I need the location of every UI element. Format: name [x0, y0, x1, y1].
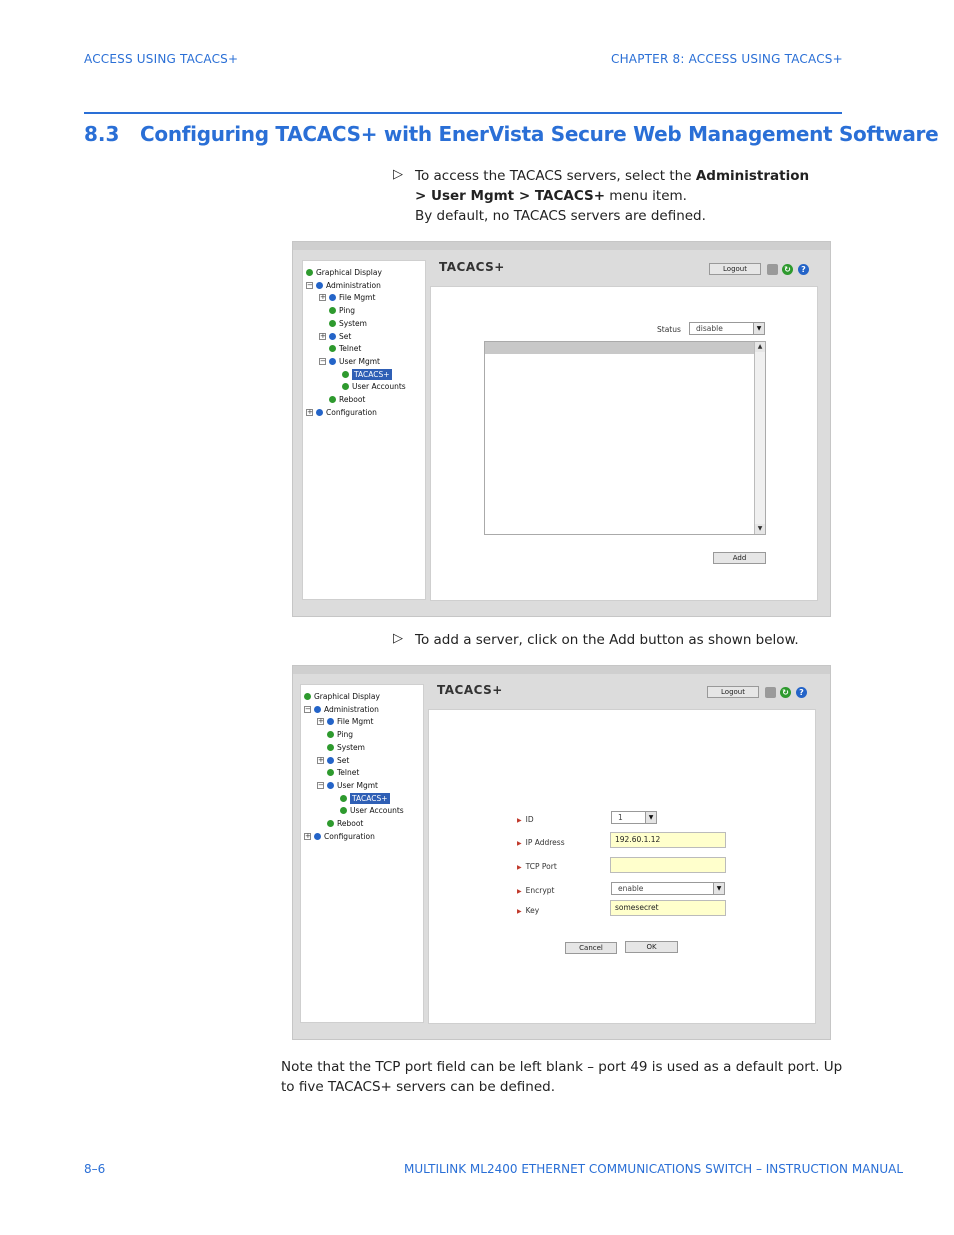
step1-text: [415, 166, 825, 226]
tree-item-label: Reboot: [339, 395, 366, 404]
tree-item-ping[interactable]: [317, 729, 353, 740]
step1-default-note: By default, no TACACS servers are defined.: [415, 208, 706, 224]
folder-icon: [316, 409, 323, 416]
tree-item-user-mgmt[interactable]: [319, 356, 380, 367]
tree-item-label: Graphical Display: [316, 268, 382, 277]
cancel-button[interactable]: Cancel: [565, 942, 617, 954]
save-icon[interactable]: [767, 264, 778, 275]
status-label: Status: [657, 325, 681, 334]
key-input[interactable]: somesecret: [610, 900, 726, 916]
screenshot-tacacs-list: [292, 241, 831, 617]
tree-item-system[interactable]: [317, 742, 365, 753]
tcp-port-label: [517, 862, 557, 871]
status-select-value: disable: [696, 324, 723, 333]
tree-item-label: Administration: [326, 280, 381, 290]
tree-item-label: File Mgmt: [339, 293, 376, 303]
step1-text-a: To access the TACACS servers, select the: [415, 168, 696, 184]
folder-icon: [327, 718, 334, 725]
screenshot-tacacs-add: [292, 665, 831, 1040]
section-number: 8.3: [84, 122, 120, 146]
running-header-right: CHAPTER 8: ACCESS USING TACACS+: [611, 52, 843, 66]
step-bullet-icon: ▷: [393, 631, 403, 646]
id-label: [517, 815, 534, 824]
encrypt-select[interactable]: [611, 882, 725, 895]
page-icon: [306, 269, 313, 276]
folder-icon: [314, 706, 321, 713]
page-icon: [329, 396, 336, 403]
ip-address-input[interactable]: 192.60.1.12: [610, 832, 726, 848]
collapse-icon[interactable]: −: [307, 280, 313, 289]
tree-item-ping[interactable]: [319, 305, 355, 316]
folder-icon: [329, 294, 336, 301]
tree-item-tacacs[interactable]: [332, 369, 392, 380]
folder-icon: [327, 782, 334, 789]
chevron-down-icon: ▼: [753, 323, 764, 334]
content-panel: [428, 709, 816, 1024]
tree-item-telnet[interactable]: [317, 767, 359, 778]
expand-icon[interactable]: +: [307, 407, 313, 416]
tree-item-label: System: [337, 742, 365, 752]
help-icon[interactable]: ?: [796, 687, 807, 698]
tree-item-label: System: [339, 318, 367, 328]
expand-icon[interactable]: +: [318, 717, 324, 726]
step1-text-b: menu item.: [605, 188, 687, 204]
tree-item-administration[interactable]: [304, 704, 379, 715]
tree-item-reboot[interactable]: [319, 394, 365, 405]
logout-button[interactable]: Logout: [709, 263, 761, 275]
help-icon[interactable]: ?: [798, 264, 809, 275]
triangle-right-icon: ▶: [517, 908, 522, 915]
collapse-icon[interactable]: −: [320, 356, 326, 365]
tree-item-label: File Mgmt: [337, 717, 374, 727]
tree-item-label: Administration: [324, 704, 379, 714]
tree-item-label: Set: [339, 331, 352, 341]
running-footer: MULTILINK ML2400 ETHERNET COMMUNICATIONS SWITCH – INSTRUCTION MANUAL: [404, 1162, 904, 1176]
tcp-port-label-text: TCP Port: [525, 862, 557, 871]
note-paragraph: Note that the TCP port field can be left blank – port 49 is used as a default port. Up to five TACACS+ servers can be defined.: [281, 1059, 843, 1095]
key-label-text: Key: [525, 906, 540, 915]
id-select-value: 1: [618, 813, 623, 822]
tcp-port-input[interactable]: [610, 857, 726, 873]
expand-icon[interactable]: +: [320, 293, 326, 302]
triangle-right-icon: ▶: [517, 840, 522, 847]
folder-icon: [314, 833, 321, 840]
page-icon: [304, 693, 311, 700]
ip-address-label-text: IP Address: [525, 838, 565, 847]
folder-icon: [316, 282, 323, 289]
expand-icon[interactable]: +: [318, 755, 324, 764]
encrypt-label: [517, 886, 554, 895]
triangle-right-icon: ▶: [517, 864, 522, 871]
tree-item-label: Reboot: [337, 819, 364, 828]
refresh-icon[interactable]: ↻: [782, 264, 793, 275]
logout-button[interactable]: Logout: [707, 686, 759, 698]
tree-item-label: TACACS+: [354, 369, 390, 379]
screenshot-top-bar: [293, 242, 830, 250]
refresh-icon[interactable]: ↻: [780, 687, 791, 698]
tree-item-tacacs[interactable]: [330, 793, 390, 804]
key-label: [517, 906, 539, 915]
header-rule: [84, 112, 842, 114]
folder-icon: [327, 757, 334, 764]
id-select[interactable]: [611, 811, 657, 824]
server-list[interactable]: [484, 341, 766, 535]
tree-item-set[interactable]: [319, 331, 351, 342]
page-icon: [327, 744, 334, 751]
tree-item-reboot[interactable]: [317, 818, 363, 829]
ok-button[interactable]: OK: [625, 941, 678, 953]
page-icon: [340, 807, 347, 814]
tree-item-label: Graphical Display: [314, 692, 380, 701]
page-icon: [329, 320, 336, 327]
tree-item-set[interactable]: [317, 755, 349, 766]
step2-text: To add a server, click on the Add button as shown below.: [415, 632, 799, 648]
server-list-header: [485, 342, 755, 354]
tree-item-label: Set: [337, 755, 350, 765]
app-title: TACACS+: [439, 260, 505, 274]
page-icon: [340, 795, 347, 802]
expand-icon[interactable]: +: [305, 831, 311, 840]
save-icon[interactable]: [765, 687, 776, 698]
page-icon: [329, 307, 336, 314]
content-panel: [430, 286, 818, 601]
server-list-scrollbar[interactable]: [754, 342, 765, 534]
scroll-down-icon[interactable]: ▼: [755, 524, 765, 534]
tree-item-label: TACACS+: [352, 793, 388, 803]
tree-item-label: Telnet: [337, 768, 360, 778]
encrypt-label-text: Encrypt: [525, 886, 555, 895]
chevron-down-icon: ▼: [645, 812, 656, 823]
scroll-up-icon[interactable]: ▲: [755, 342, 765, 352]
page-number: 8–6: [84, 1162, 106, 1176]
nav-tree: [302, 260, 426, 600]
chevron-down-icon: ▼: [713, 883, 724, 894]
tree-item-label: Telnet: [339, 344, 362, 354]
triangle-right-icon: ▶: [517, 888, 522, 895]
tree-item-graphical-display[interactable]: [306, 267, 382, 278]
tree-item-telnet[interactable]: [319, 343, 361, 354]
tree-item-label: User Accounts: [350, 806, 404, 816]
collapse-icon[interactable]: −: [305, 704, 311, 713]
encrypt-select-value: enable: [618, 884, 644, 893]
tree-item-configuration[interactable]: [304, 831, 375, 842]
ip-address-label: [517, 838, 565, 847]
step1-menu-path: Administration > User Mgmt > TACACS+: [415, 168, 810, 204]
tree-item-user-accounts[interactable]: [330, 805, 404, 816]
screenshot-top-bar: [293, 666, 830, 674]
page-icon: [327, 731, 334, 738]
tree-item-label: Ping: [339, 306, 355, 316]
tree-item-user-accounts[interactable]: [332, 381, 406, 392]
app-title: TACACS+: [437, 683, 503, 697]
tree-item-label: Ping: [337, 730, 353, 740]
tree-item-configuration[interactable]: [306, 407, 377, 418]
page-icon: [342, 371, 349, 378]
page-icon: [327, 769, 334, 776]
step-bullet-icon: ▷: [393, 167, 403, 182]
folder-icon: [329, 333, 336, 340]
tree-item-graphical-display[interactable]: [304, 691, 380, 702]
running-header-left: ACCESS USING TACACS+: [84, 52, 239, 66]
id-label-text: ID: [525, 815, 534, 824]
tree-item-file-mgmt[interactable]: [317, 716, 373, 727]
tree-item-file-mgmt[interactable]: [319, 292, 375, 303]
tree-item-label: User Mgmt: [337, 780, 378, 790]
page-icon: [342, 383, 349, 390]
triangle-right-icon: ▶: [517, 817, 522, 824]
tree-item-system[interactable]: [319, 318, 367, 329]
tree-item-user-mgmt[interactable]: [317, 780, 378, 791]
section-title: Configuring TACACS+ with EnerVista Secure Web Management Software: [140, 122, 939, 146]
status-select[interactable]: [689, 322, 765, 335]
collapse-icon[interactable]: −: [318, 780, 324, 789]
add-button[interactable]: Add: [713, 552, 766, 564]
tree-item-label: Configuration: [326, 407, 377, 417]
tree-item-label: Configuration: [324, 831, 375, 841]
page-icon: [327, 820, 334, 827]
page-icon: [329, 345, 336, 352]
tree-item-label: User Mgmt: [339, 356, 380, 366]
folder-icon: [329, 358, 336, 365]
tree-item-label: User Accounts: [352, 382, 406, 392]
nav-tree: [300, 684, 424, 1023]
expand-icon[interactable]: +: [320, 331, 326, 340]
tree-item-administration[interactable]: [306, 280, 381, 291]
